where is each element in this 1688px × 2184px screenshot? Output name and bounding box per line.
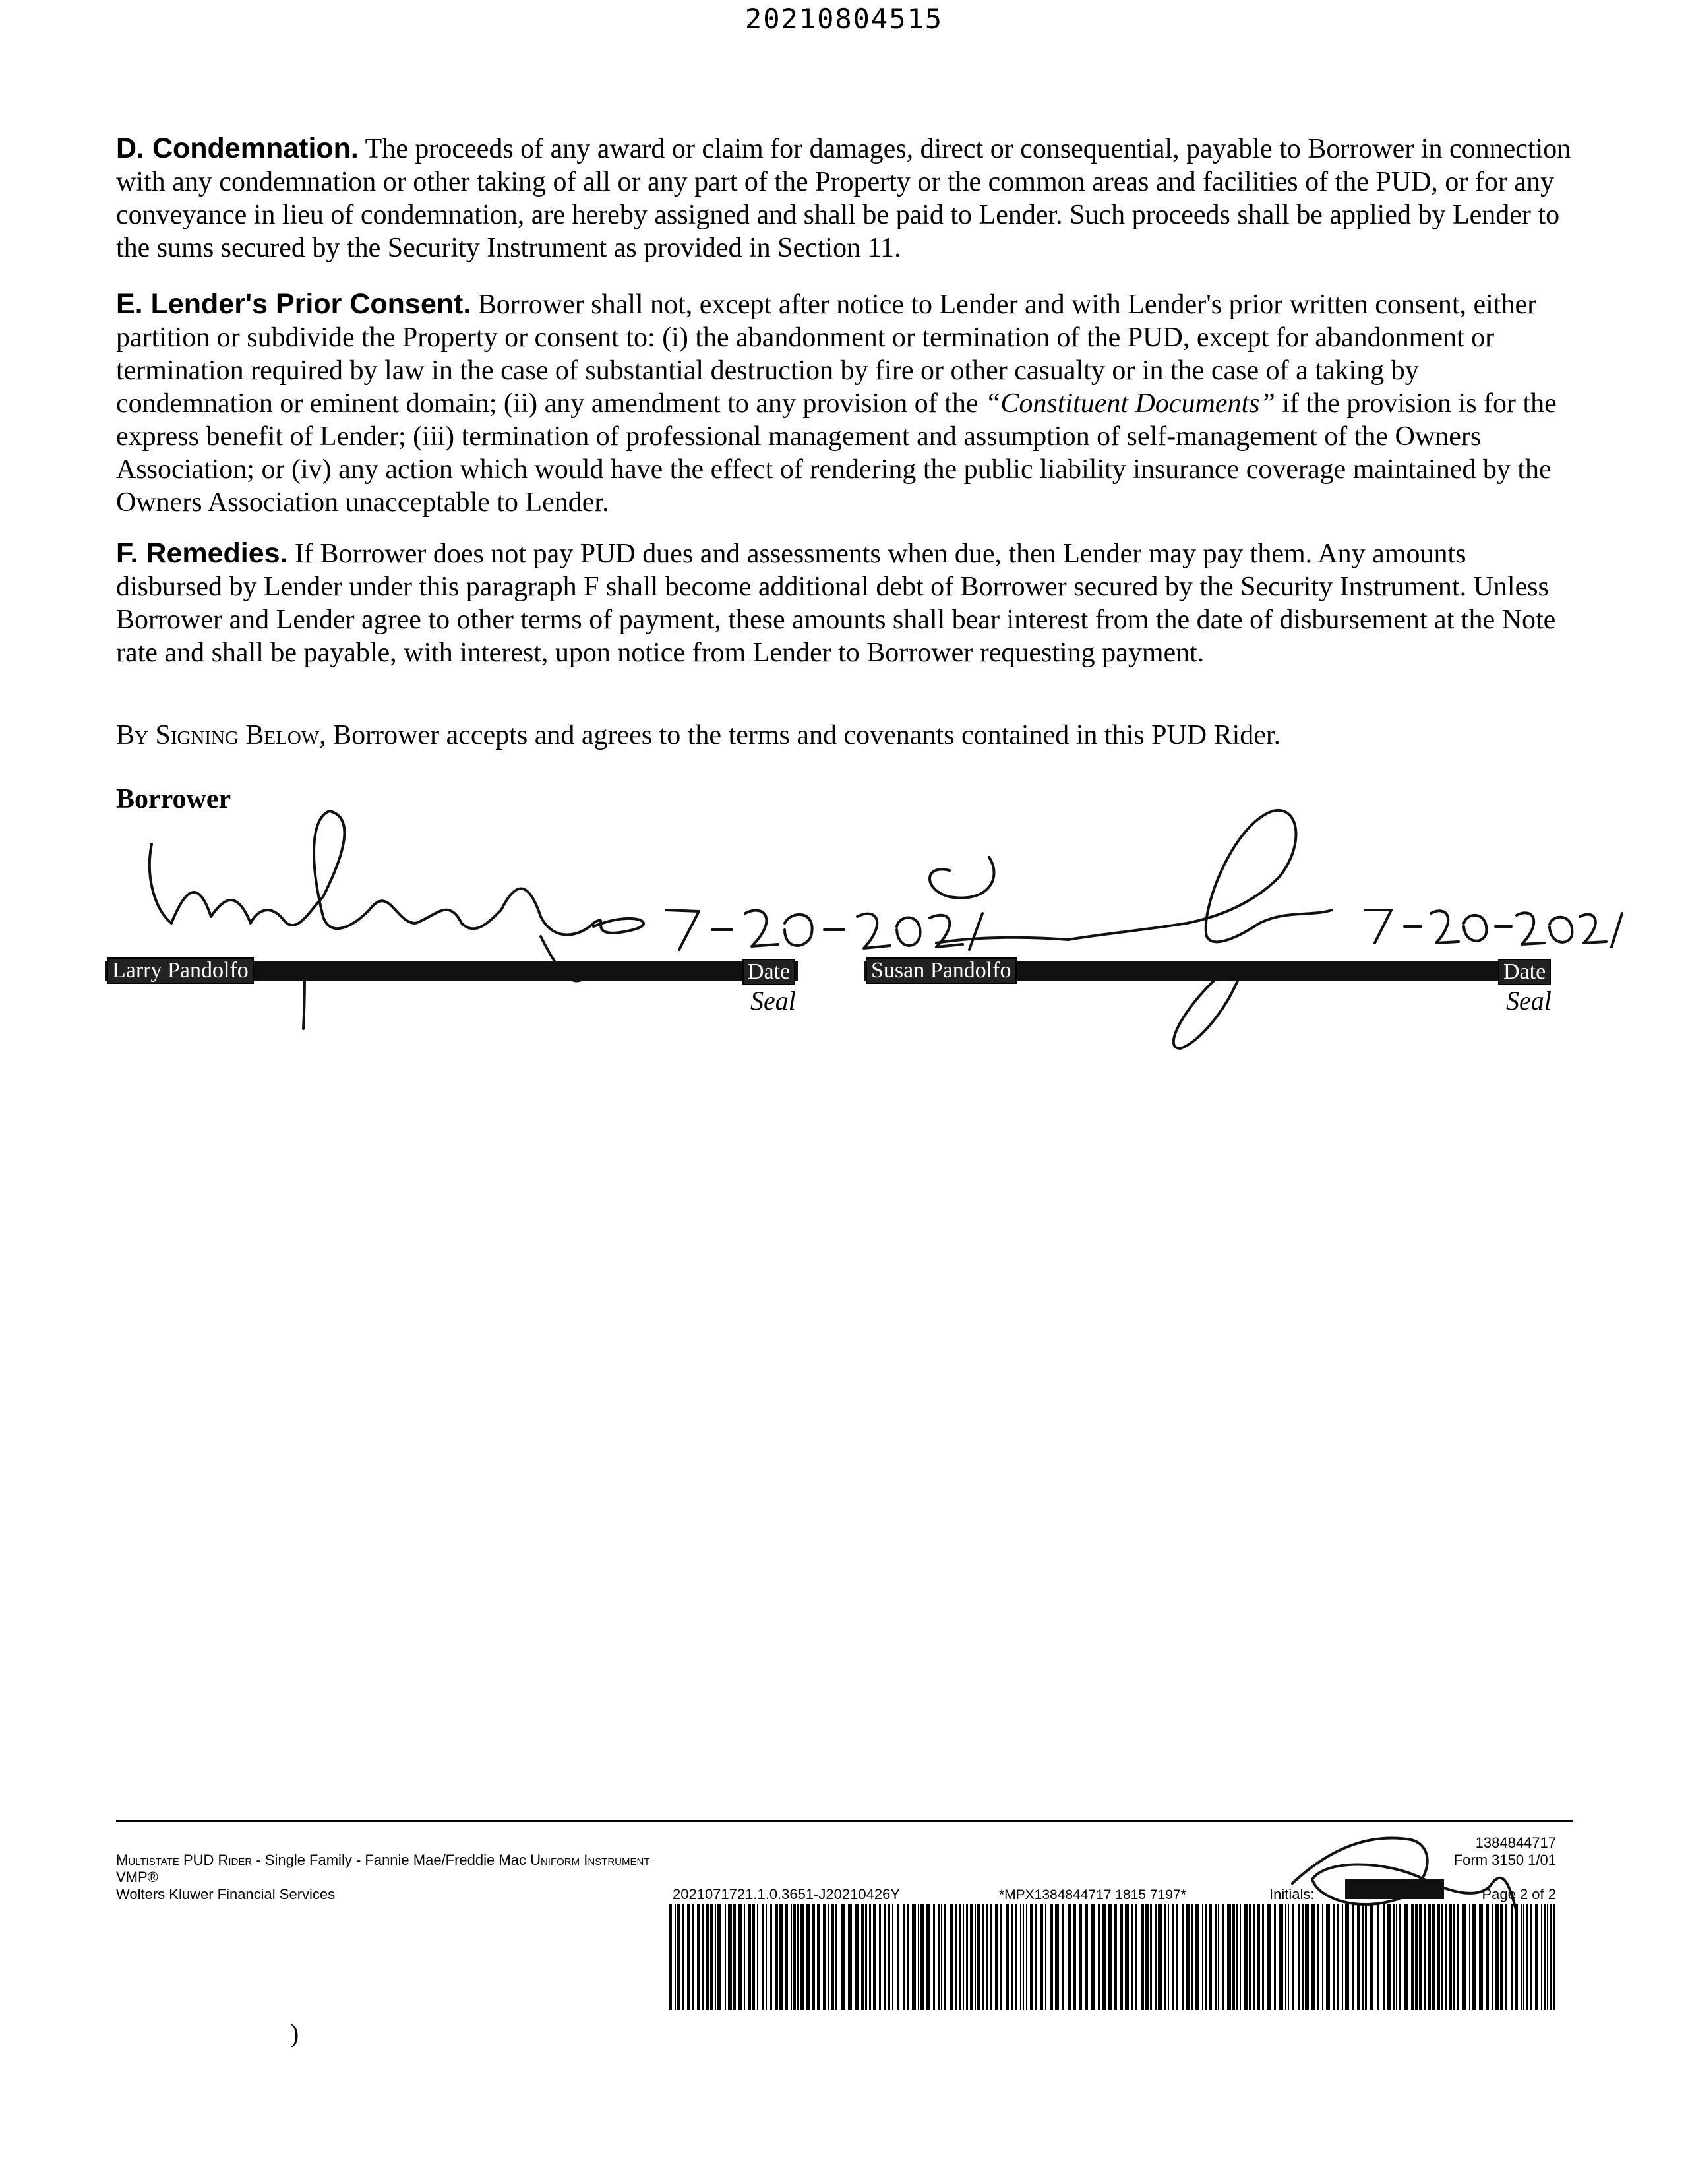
signing-statement-text: Borrower accepts and agrees to the terms and covenants contained in this PUD Rider.: [326, 720, 1281, 750]
borrower-2-signature: [930, 810, 1332, 943]
footer-vmp: VMP®: [116, 1869, 158, 1885]
barcode-bar: [1020, 1904, 1021, 2010]
borrower-2-name: Susan Pandolfo: [867, 959, 1015, 983]
barcode-bar: [706, 1904, 709, 2010]
barcode-bar: [1215, 1904, 1217, 2010]
barcode-bar: [912, 1904, 916, 2010]
barcode-bar: [903, 1904, 905, 2010]
barcode-bar: [1495, 1904, 1499, 2010]
barcode-bar: [1062, 1904, 1064, 2010]
barcode-bar: [1164, 1904, 1166, 2010]
barcode-bar: [855, 1904, 859, 2010]
borrower-1-date-label: Date: [742, 959, 795, 985]
barcode-bar: [1486, 1904, 1489, 2010]
barcode-bar: [1428, 1904, 1431, 2010]
barcode-bar: [1191, 1904, 1193, 2010]
section-remedies-paragraph: [116, 537, 1573, 669]
barcode-bar: [933, 1904, 935, 2010]
barcode-bar: [861, 1904, 864, 2010]
barcode-bar: [1279, 1904, 1283, 2010]
barcode-bar: [1131, 1904, 1133, 2010]
barcode-bar: [990, 1904, 992, 2010]
barcode-bar: [817, 1904, 820, 2010]
footer-loan-number: 1384844717: [1475, 1835, 1556, 1851]
barcode-bar: [1515, 1904, 1518, 2010]
barcode-bar: [1073, 1904, 1076, 2010]
barcode-bar: [1292, 1904, 1294, 2010]
barcode-bar: [1342, 1904, 1343, 2010]
barcode-bar: [1035, 1904, 1037, 2010]
barcode-bar: [955, 1904, 957, 2010]
barcode-bar: [1030, 1904, 1033, 2010]
barcode-bar: [1469, 1904, 1470, 2010]
barcode-bar: [995, 1904, 998, 2010]
barcode-bar: [1205, 1904, 1207, 2010]
barcode-bar: [1158, 1904, 1162, 2010]
stray-scan-mark: ): [290, 2018, 299, 2048]
barcode-bar: [1432, 1904, 1435, 2010]
barcode-bar: [1168, 1904, 1169, 2010]
barcode-bar: [677, 1904, 680, 2010]
barcode-bar: [785, 1904, 788, 2010]
signing-statement-paragraph: [116, 719, 1573, 752]
barcode-bar: [944, 1904, 946, 2010]
barcode-bar: [757, 1904, 758, 2010]
barcode-bar: [1553, 1904, 1555, 2010]
barcode-bar: [1202, 1904, 1203, 2010]
barcode-bar: [1015, 1904, 1017, 2010]
barcode-bar: [1120, 1904, 1123, 2010]
barcode-bar: [702, 1904, 704, 2010]
barcode-bar: [1457, 1904, 1459, 2010]
barcode-bar: [1285, 1904, 1286, 2010]
barcode-bar: [1253, 1904, 1255, 2010]
barcode-bar: [1091, 1904, 1095, 2010]
barcode-bar: [791, 1904, 792, 2010]
barcode-bar: [823, 1904, 826, 2010]
barcode-bar: [1000, 1904, 1002, 2010]
barcode-bar: [1098, 1904, 1100, 2010]
barcode-bar: [1085, 1904, 1088, 2010]
barcode-bar: [1114, 1904, 1117, 2010]
barcode-bar: [1305, 1904, 1309, 2010]
barcode-bar: [1050, 1904, 1053, 2010]
barcode-bar: [1383, 1904, 1385, 2010]
barcode-bar: [1505, 1904, 1507, 2010]
barcode-bar: [762, 1904, 764, 2010]
barcode-bar: [1026, 1904, 1027, 2010]
barcode-bar: [884, 1904, 886, 2010]
barcode-bar: [675, 1904, 676, 2010]
section-condemnation-paragraph: [116, 132, 1573, 264]
footer-form-title-part-2: - Single Family - Fannie Mae/Freddie Mac: [252, 1852, 531, 1868]
barcode-bar: [1209, 1904, 1212, 2010]
barcode-bar: [1326, 1904, 1330, 2010]
barcode-bar: [938, 1904, 940, 2010]
barcode-bar: [977, 1904, 980, 2010]
barcode-bar: [1125, 1904, 1129, 2010]
barcode-bar: [879, 1904, 881, 2010]
borrower-1-signature-tick: [303, 976, 305, 1029]
barcode-bar: [1249, 1904, 1251, 2010]
barcode-bar: [1404, 1904, 1408, 2010]
barcode-bar: [892, 1904, 893, 2010]
barcode-bar: [1186, 1904, 1190, 2010]
borrower-1-seal: Seal: [750, 986, 796, 1016]
barcode-bar: [1419, 1904, 1422, 2010]
barcode-bar: [1040, 1904, 1043, 2010]
signing-statement: [116, 719, 1573, 752]
barcode-bar: [1135, 1904, 1137, 2010]
barcode-bar: [1274, 1904, 1276, 2010]
barcode-bar: [682, 1904, 684, 2010]
section-prior-consent-text-1: Borrower shall not, except after notice to Lender and with Lender's prior written consent, either partition or subdivide the Property or consent to: (i) the abandonment or termination of the PUD, except for abandonment or termination required by law in the case of substantial destruction by fire or other casualty or in the case of a taking by condemnation or eminent domain; (ii) any amendment to any provision of the: [116, 289, 1537, 419]
barcode-bar: [1182, 1904, 1184, 2010]
barcode-bar: [986, 1904, 988, 2010]
section-remedies: [116, 537, 1573, 669]
barcode-bar: [1011, 1904, 1013, 2010]
section-prior-consent-heading: E. Lender's Prior Consent.: [116, 288, 471, 320]
barcode-bar: [1535, 1904, 1538, 2010]
document-number: 20210804515: [744, 3, 944, 35]
barcode-bar: [1393, 1904, 1395, 2010]
barcode-bar: [1441, 1904, 1443, 2010]
barcode-bar: [1523, 1904, 1524, 2010]
barcode-bar: [1550, 1904, 1552, 2010]
barcode-bar: [1462, 1904, 1466, 2010]
barcode-bar: [835, 1904, 837, 2010]
barcode-bar: [775, 1904, 778, 2010]
barcode-bar: [1322, 1904, 1323, 2010]
barcode-bar: [1370, 1904, 1373, 2010]
barcode-bar: [1141, 1904, 1144, 2010]
barcode-bar: [725, 1904, 726, 2010]
section-condemnation-text: The proceeds of any award or claim for damages, direct or consequential, payable to Borrower in connection with any condemnation or other taking of all or any part of the Property or the common areas and facilities of the PUD, or for any conveyance in lieu of condemnation, are hereby assigned and shall be paid to Lender. Such proceeds shall be applied by Lender to the sums secured by the Security Instrument as provided in Section 11.: [116, 134, 1571, 263]
barcode-bar: [1079, 1904, 1082, 2010]
barcode-bar: [1387, 1904, 1391, 2010]
barcode-bar: [841, 1904, 845, 2010]
section-condemnation: [116, 132, 1573, 264]
barcode-bar: [970, 1904, 973, 2010]
barcode-bar: [1541, 1904, 1542, 2010]
barcode-bar: [907, 1904, 909, 2010]
section-remedies-heading: F. Remedies.: [116, 537, 288, 569]
barcode-bar: [918, 1904, 919, 2010]
section-condemnation-heading: D. Condemnation.: [116, 133, 359, 164]
barcode-bar: [1472, 1904, 1476, 2010]
barcode: [669, 1904, 1556, 2010]
footer-rule: [116, 1820, 1573, 1822]
barcode-bar: [1176, 1904, 1178, 2010]
barcode-bar: [1453, 1904, 1455, 2010]
barcode-text: *MPX1384844717 1815 7197*: [999, 1887, 1186, 1902]
footer-form-title: [116, 1852, 650, 1869]
barcode-bar: [770, 1904, 772, 2010]
borrower-1-name: Larry Pandolfo: [108, 959, 253, 983]
barcode-bar: [692, 1904, 694, 2010]
barcode-bar: [1492, 1904, 1493, 2010]
barcode-bar: [797, 1904, 799, 2010]
barcode-bar: [897, 1904, 899, 2010]
barcode-bar: [1365, 1904, 1367, 2010]
barcode-bar: [669, 1904, 672, 2010]
barcode-bar: [1108, 1904, 1112, 2010]
barcode-bar: [733, 1904, 736, 2010]
barcode-bar: [1479, 1904, 1483, 2010]
barcode-bar: [1337, 1904, 1339, 2010]
barcode-bar: [806, 1904, 810, 2010]
barcode-bar: [1102, 1904, 1106, 2010]
barcode-bar: [1511, 1904, 1513, 2010]
barcode-bar: [1411, 1904, 1414, 2010]
barcode-bar: [715, 1904, 716, 2010]
barcode-bar: [1544, 1904, 1546, 2010]
barcode-bar: [950, 1904, 953, 2010]
borrower-1-signature: [150, 811, 644, 935]
signing-statement-lead: By Signing Below,: [116, 720, 326, 750]
barcode-bar: [888, 1904, 890, 2010]
barcode-bar: [920, 1904, 924, 2010]
barcode-bar: [828, 1904, 829, 2010]
barcode-bar: [1445, 1904, 1447, 2010]
barcode-bar: [1302, 1904, 1304, 2010]
barcode-bar: [1257, 1904, 1260, 2010]
barcode-bar: [800, 1904, 804, 2010]
barcode-bar: [1437, 1904, 1440, 2010]
signature-line: [106, 957, 1563, 984]
footer-publisher: Wolters Kluwer Financial Services: [116, 1886, 336, 1902]
barcode-bar: [1055, 1904, 1059, 2010]
barcode-bar: [1345, 1904, 1349, 2010]
barcode-bar: [1424, 1904, 1426, 2010]
footer-initials-label: Initials:: [1269, 1886, 1315, 1902]
borrower-2-date-label: Date: [1498, 959, 1551, 985]
barcode-bar: [869, 1904, 871, 2010]
barcode-bar: [1521, 1904, 1522, 2010]
barcode-bar: [1145, 1904, 1149, 2010]
barcode-bar: [848, 1904, 852, 2010]
barcode-bar: [873, 1904, 876, 2010]
barcode-bar: [1298, 1904, 1300, 2010]
barcode-bar: [1240, 1904, 1241, 2010]
barcode-bar: [1227, 1904, 1231, 2010]
barcode-bar: [1396, 1904, 1397, 2010]
barcode-bar: [865, 1904, 867, 2010]
footer-form-number: Form 3150 1/01: [1453, 1852, 1556, 1868]
barcode-bar: [963, 1904, 964, 2010]
barcode-bar: [831, 1904, 834, 2010]
barcode-bar: [1352, 1904, 1354, 2010]
barcode-bar: [1232, 1904, 1235, 2010]
barcode-bar: [1023, 1904, 1024, 2010]
section-prior-consent: [116, 288, 1573, 519]
barcode-bar: [766, 1904, 767, 2010]
footer-doc-code: 2021071721.1.0.3651-J20210426Y: [673, 1886, 900, 1902]
barcode-bar: [717, 1904, 721, 2010]
barcode-bar: [748, 1904, 751, 2010]
barcode-bar: [1155, 1904, 1157, 2010]
barcode-bar: [1045, 1904, 1046, 2010]
footer-form-title-part-1: Multistate PUD Rider: [116, 1852, 253, 1868]
barcode-bar: [1068, 1904, 1071, 2010]
barcode-bar: [966, 1904, 968, 2010]
barcode-bar: [744, 1904, 745, 2010]
barcode-bar: [1244, 1904, 1248, 2010]
barcode-bar: [697, 1904, 700, 2010]
barcode-bar: [1357, 1904, 1360, 2010]
barcode-bar: [1150, 1904, 1152, 2010]
borrower-2-handwritten-date: [1365, 910, 1622, 947]
barcode-bar: [738, 1904, 742, 2010]
barcode-bar: [1317, 1904, 1319, 2010]
borrower-label: Borrower: [116, 784, 231, 814]
barcode-bar: [982, 1904, 984, 2010]
section-remedies-text: If Borrower does not pay PUD dues and assessments when due, then Lender may pay them. Any amounts disbursed by Lender under this paragraph F shall become additional debt of Borrower secured by the Security Instrument. Unless Borrower and Lender agree to other terms of payment, these amounts shall bear interest from the date of disbursement at the Note rate and shall be payable, with interest, upon notice from Lender to Borrower requesting payment.: [116, 539, 1556, 668]
barcode-bar: [1006, 1904, 1009, 2010]
barcode-bar: [1288, 1904, 1289, 2010]
footer-form-title-part-3: Uniform Instrument: [530, 1852, 650, 1868]
section-prior-consent-paragraph: [116, 288, 1573, 519]
borrower-1-handwritten-date: [666, 910, 982, 950]
barcode-bar: [1547, 1904, 1548, 2010]
barcode-bar: [1449, 1904, 1452, 2010]
barcode-bar: [687, 1904, 690, 2010]
barcode-bar: [1222, 1904, 1224, 2010]
barcode-bar: [1377, 1904, 1379, 2010]
barcode-bar: [1399, 1904, 1401, 2010]
barcode-bar: [1362, 1904, 1364, 2010]
constituent-documents-term: “Constituent Documents”: [985, 388, 1275, 419]
barcode-bar: [710, 1904, 713, 2010]
barcode-bar: [1267, 1904, 1271, 2010]
barcode-bar: [728, 1904, 732, 2010]
barcode-bar: [975, 1904, 976, 2010]
barcode-bar: [959, 1904, 961, 2010]
barcode-bar: [941, 1904, 942, 2010]
barcode-bar: [1195, 1904, 1199, 2010]
barcode-bar: [1415, 1904, 1418, 2010]
barcode-bar: [1172, 1904, 1174, 2010]
borrower-2-seal: Seal: [1506, 986, 1552, 1016]
barcode-bar: [1236, 1904, 1238, 2010]
barcode-bar: [1530, 1904, 1532, 2010]
footer-page-number: Page 2 of 2: [1482, 1886, 1556, 1902]
barcode-bar: [926, 1904, 930, 2010]
barcode-bar: [1333, 1904, 1335, 2010]
barcode-bar: [793, 1904, 796, 2010]
barcode-bar: [1218, 1904, 1219, 2010]
barcode-bar: [1526, 1904, 1528, 2010]
barcode-bar: [1262, 1904, 1264, 2010]
barcode-bar: [779, 1904, 783, 2010]
barcode-bar: [1500, 1904, 1503, 2010]
barcode-bar: [1311, 1904, 1315, 2010]
barcode-bar: [812, 1904, 815, 2010]
section-prior-consent-text-2: if the provision is for the express benefit of Lender; (iii) termination of professional management and assumption of self-management of the Owners Association; or (iv) any action which would have the effect of rendering the public liability insurance coverage maintained by the Owners Association unacceptable to Lender.: [116, 388, 1557, 518]
barcode-bar: [752, 1904, 755, 2010]
